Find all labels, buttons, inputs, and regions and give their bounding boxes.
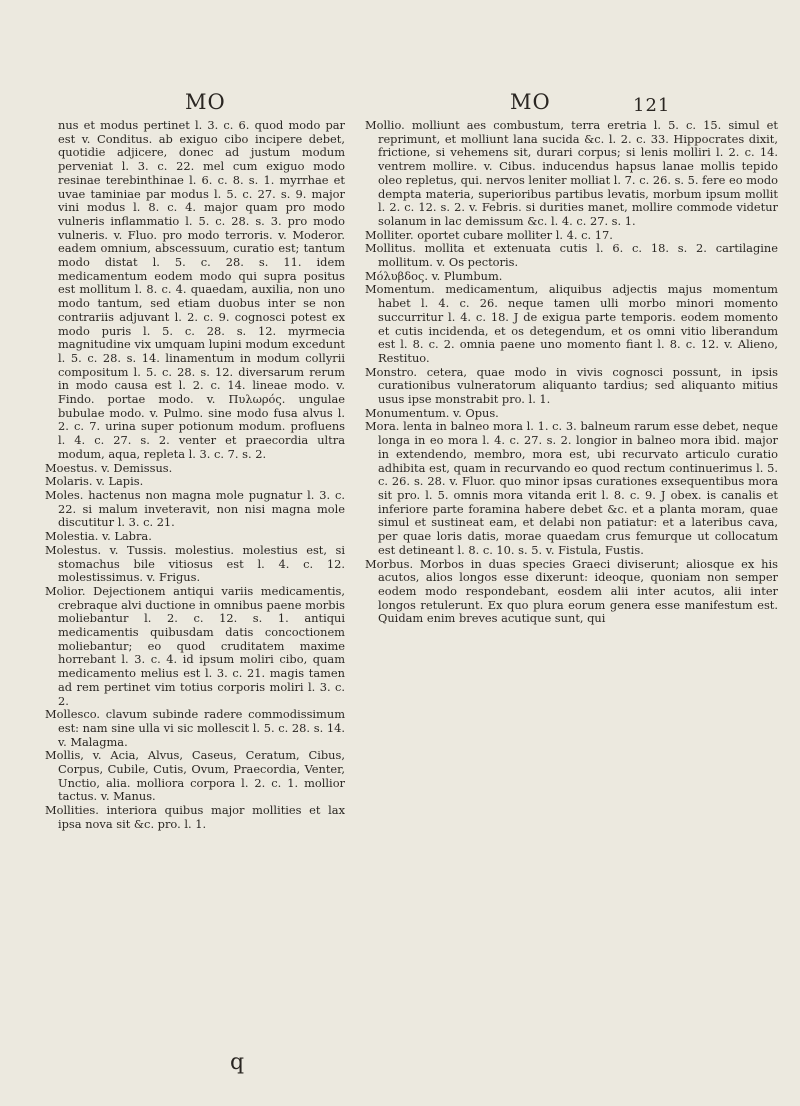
left-column	[45, 119, 345, 832]
entry: Mollio. molliunt aes combustum, terra eretria l. 5. c. 15. simul et reprimunt, et molliunt lana sucida &c. l. 2. c. 33. Hippocrates dixit, frictione, si vehemens sit, durari corpus; si lenis molliri l. 2. c. 14. ventrem mollire. v. Cibus. inducendus hapsus lanae mollis tepido oleo repletus, qui. nervos leniter molliat l. 7. c. 26. s. 5. fere eo modo dempta materia, superioribus partibus levatis, morbum ipsum mollit l. 2. c. 12. s. 2. v. Febris. si durities manet, mollire commode videtur solanum in lac demissum &c. l. 4. c. 27. s. 1.	[365, 118, 778, 228]
bleed-through	[0, 62, 800, 102]
entry: Monstro. cetera, quae modo in vivis cognosci possunt, in ipsis curationibus vulneratorum aliquanto tardius; sed aliquanto mitius usus ipse monstrabit pro. l. 1.	[365, 364, 778, 407]
entry: Momentum. medicamentum, aliquibus adjectis majus momentum habet l. 4. c. 26. neque tamen ulli morbo minori momento succurritur l. 4. c. 18. J de exigua parte temporis. eodem momento et cutis incidenda, et os detegendum, et os omni vitio liberandum est l. 8. c. 2. omnia paene uno momento fiant l. 8. c. 12. v. Alieno, Restituo.	[365, 282, 778, 365]
entry: Monumentum. v. Opus.	[365, 405, 499, 420]
entry: Moestus. v. Demissus.	[45, 460, 173, 475]
entry: Μόλυβδος. v. Plumbum.	[365, 268, 503, 283]
entry: Molaris. v. Lapis.	[45, 474, 144, 489]
entry: Mollesco. clavum subinde radere commodissimum est: nam sine ulla vi sic mollescit l. 5. c. 28. s. 14. v. Malagma.	[45, 707, 345, 749]
entry: Mora. lenta in balneo mora l. 1. c. 3. balneum rarum esse debet, neque longa in eo mora l. 4. c. 27. s. 2. longior in balneo mora ibid. major in extendendo, membro, mora est, ubi recurvato articulo curatio adhibita est, quam in recurvando eo quod rectum continuerimus l. 5. c. 26. s. 28. v. Fluor. quo minor ipsas curationes exsequentibus mora sit pro. l. 5. omnis mora vitanda erit l. 8. c. 9. J obex. is canalis et inferiore parte foramina habere debet &c. et a planta moram, quae simul et sustineat eam, et delabi non patiatur: et a lateribus cava, per quae loris datis, morae quaedam crus femurque ut collocatum est detineant l. 8. c. 10. s. 5. v. Fistula, Fustis.	[365, 419, 778, 557]
entry: Morbus. Morbos in duas species Graeci diviserunt; aliosque ex his acutos, alios longos esse dixerunt: ideoque, quoniam non semper eodem modo respondebant, eosdem alii inter acutos, alii inter longos retulerunt. Ex quo plura eorum genera esse manifestum est. Quidam enim breves acutique sunt, qui	[365, 556, 778, 626]
entry: Moles. hactenus non magna mole pugnatur l. 3. c. 22. si malum inveteravit, non nisi magna mole discutitur l. 3. c. 21.	[45, 487, 345, 530]
right-column	[365, 119, 778, 626]
signature-mark: q	[230, 1050, 245, 1075]
page-number: 121	[633, 95, 671, 116]
entry: Mollis, v. Acia, Alvus, Caseus, Ceratum, Cibus, Corpus, Cubile, Cutis, Ovum, Praecordia, Venter, Unctio, alia. molliora corpora l. 2. c. 1. mollior tactus. v. Manus.	[45, 748, 345, 804]
entry: Mollitus. mollita et extenuata cutis l. 6. c. 18. s. 2. cartilagine mollitum. v. Os pectoris.	[365, 241, 778, 270]
entry: Molestia. v. Labra.	[45, 529, 152, 544]
entry: Mollities. interiora quibus major mollities et lax ipsa nova sit &c. pro. l. 1.	[45, 803, 345, 831]
entry: Molestus. v. Tussis. molestius. molestius est, si stomachus bile vitiosus est l. 4. c. 12. molestissimus. v. Frigus.	[45, 542, 345, 585]
entry: Molior. Dejectionem antiqui variis medicamentis, crebraque alvi ductione in omnibus paene morbis moliebantur l. 2. c. 12. s. 1. antiqui medicamentis quibusdam datis concoctionem moliebantur; eo quod cruditatem maxime horrebant l. 3. c. 4. id ipsum moliri cibo, quam medicamento melius est l. 3. c. 21. magis tamen ad rem pertinet vim totius corporis moliri l. 3. c. 2.	[45, 583, 345, 708]
running-head-right: MO	[510, 90, 551, 114]
running-head-left: MO	[185, 90, 226, 114]
entry: nus et modus pertinet l. 3. c. 6. quod modo par est v. Conditus. ab exiguo cibo incipere debet, quotidie adjicere, donec ad justum modum perveniat l. 3. c. 22. mel cum exiguo modo resinae terebinthinae l. 6. c. 8. s. 1. myrrhae et uvae taminiae par modus l. 5. c. 27. s. 9. major vini modus l. 8. c. 4. major quam pro modo vulneris inflammatio l. 5. c. 28. s. 3. pro modo vulneris. v. Fluo. pro modo terroris. v. Moderor. eadem omnium, abscessuum, curatio est; tantum modo distat l. 5. c. 28. s. 11. idem medicamentum eodem modo qui supra positus est mollitum l. 8. c. 4. quaedam, auxilia, non uno modo tantum, sed etiam duobus inter se non contrariis adjuvant l. 2. c. 9. cognosci potest ex modo puris l. 5. c. 28. s. 12. myrmecia magnitudine vix umquam lupini modum excedunt l. 5. c. 28. s. 14. linamentum in modum collyrii compositum l. 5. c. 28. s. 12. diversarum rerum in modo causa est l. 2. c. 14. lineae modo. v. Findo. portae modo. v. Πυλωρός. ungulae bubulae modo. v. Pulmo. sine modo fusa alvus l. 2. c. 7. urina super potionum modum. profluens l. 4. c. 27. s. 2. venter et praecordia ultra modum, aqua, repleta l. 3. c. 7. s. 2.	[58, 118, 345, 461]
entry: Molliter. oportet cubare molliter l. 4. c. 17.	[365, 227, 613, 242]
